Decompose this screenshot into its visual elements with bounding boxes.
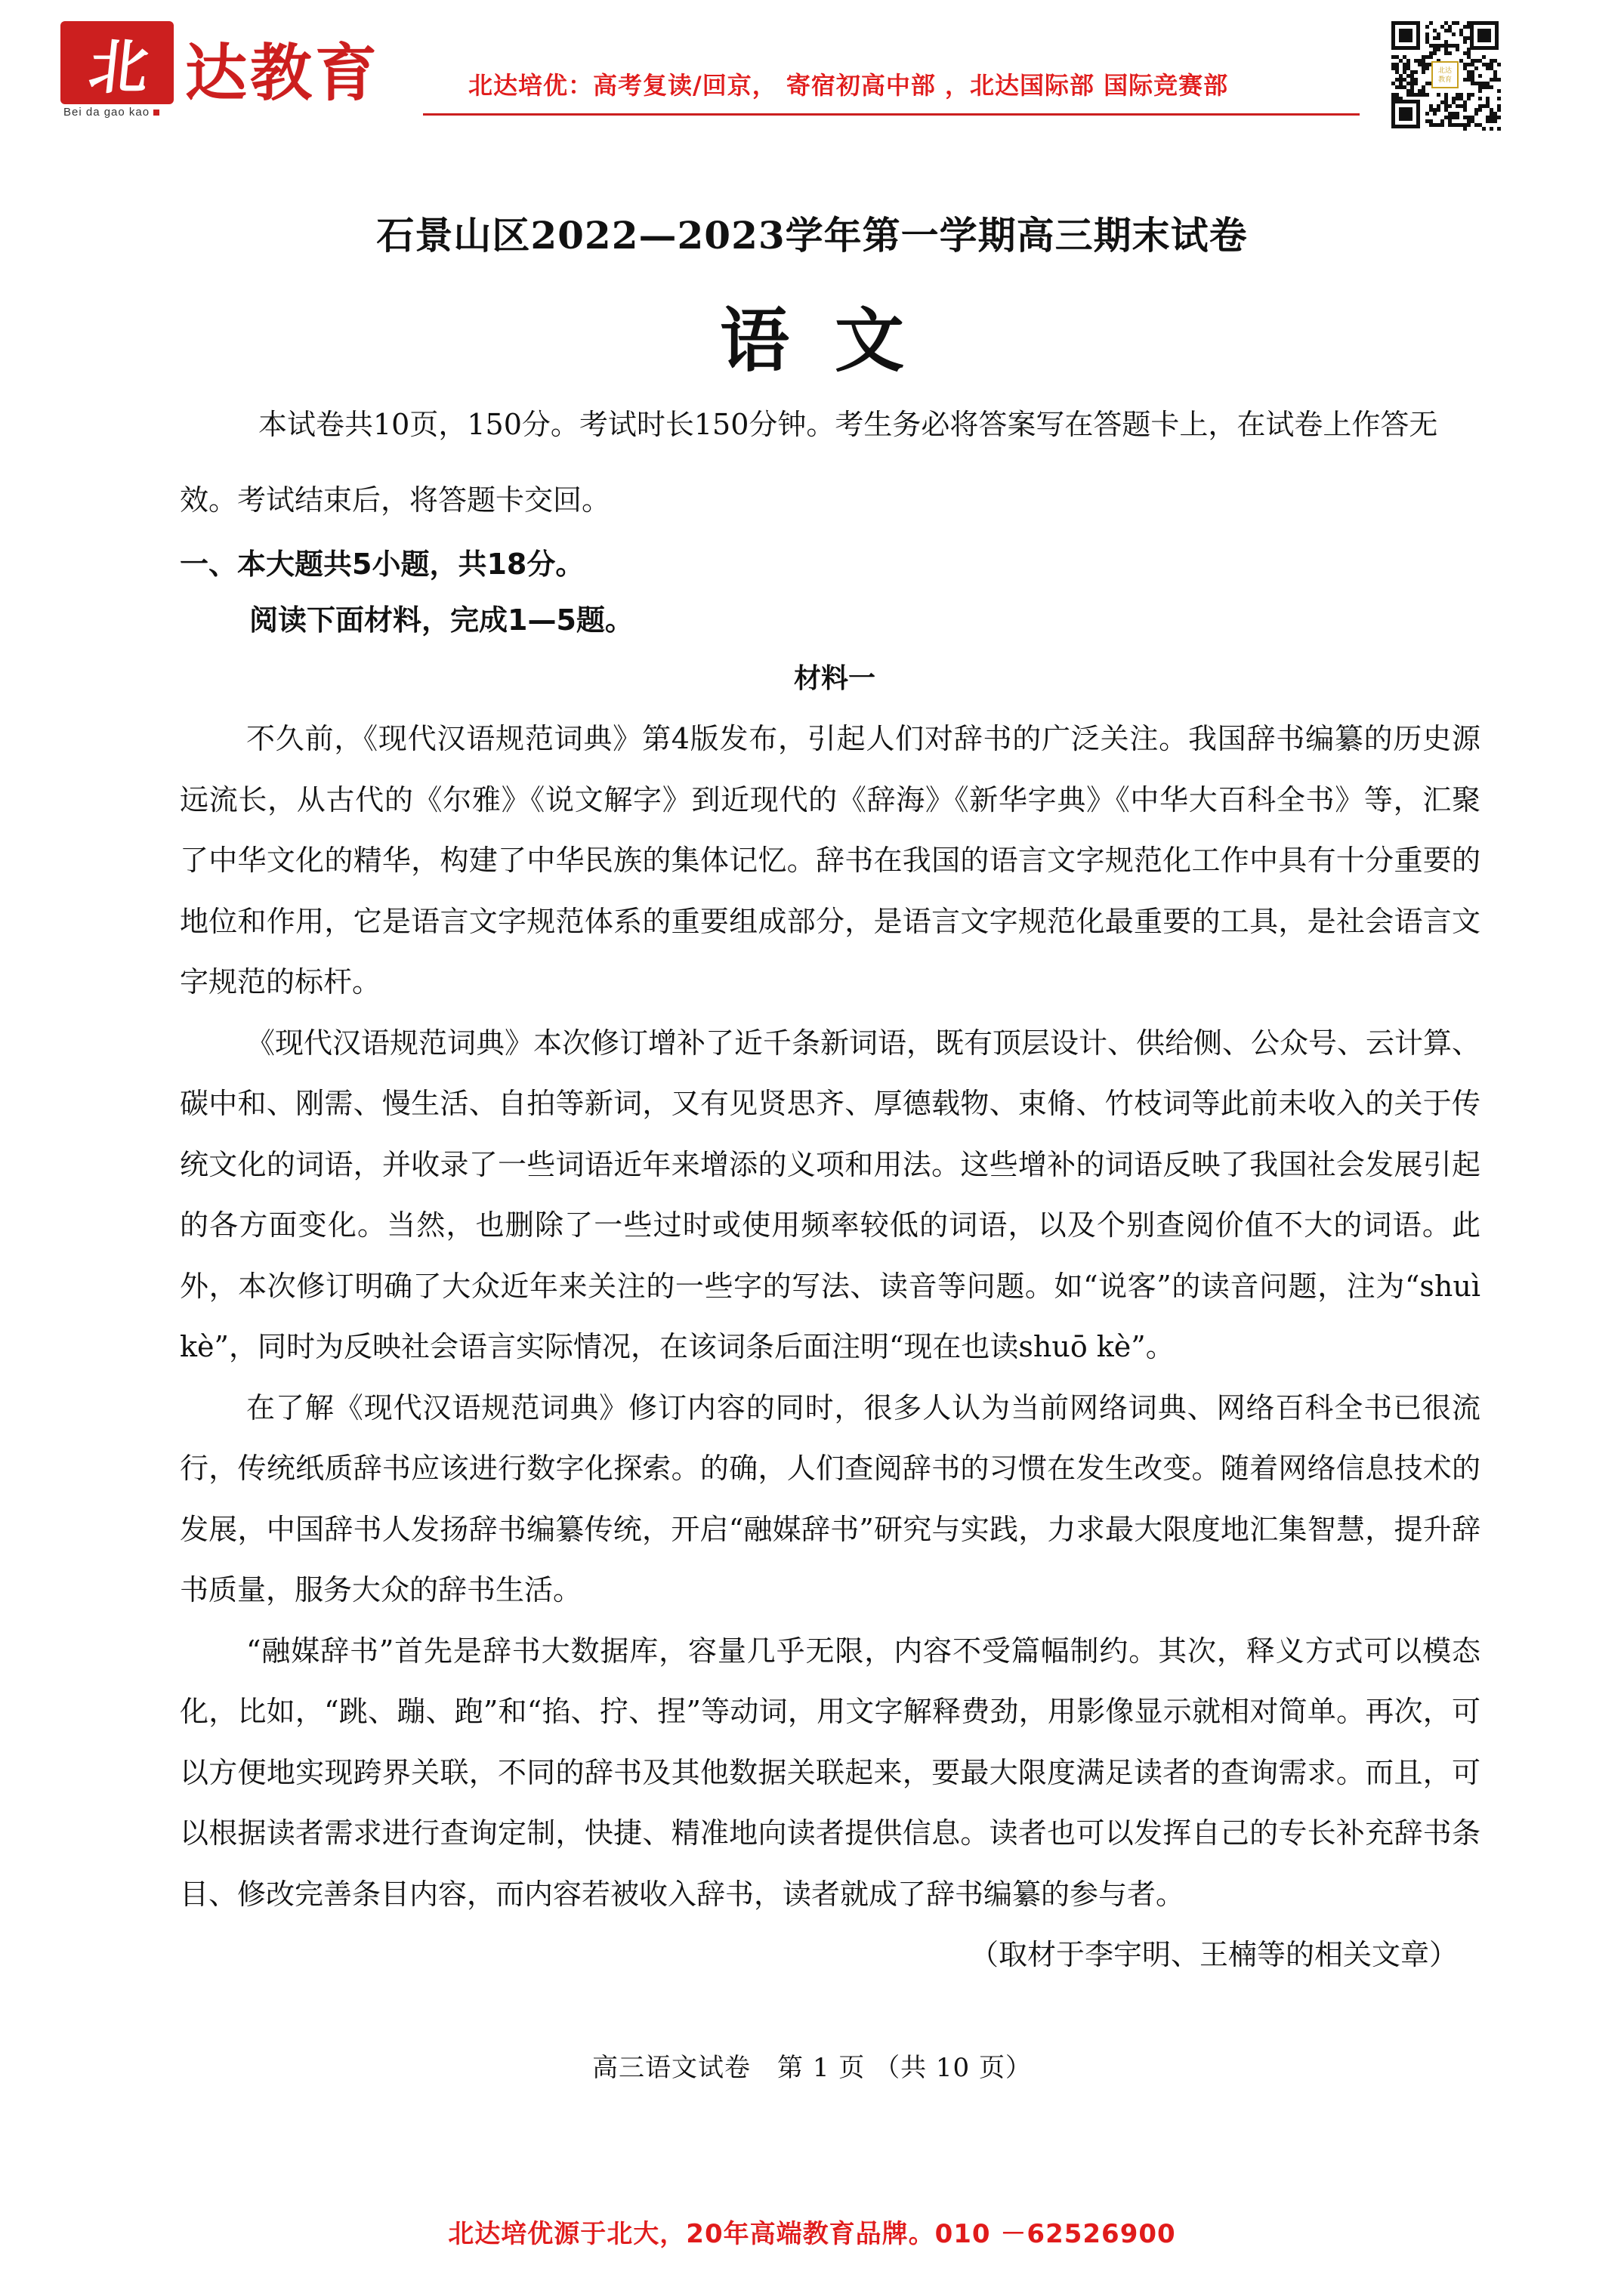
qr-module	[1471, 119, 1474, 123]
qr-module	[1497, 78, 1501, 82]
qr-module	[1456, 112, 1459, 116]
qr-module	[1444, 100, 1448, 104]
qr-module	[1467, 55, 1471, 59]
qr-module	[1456, 116, 1459, 119]
qr-module	[1486, 116, 1490, 119]
qr-module	[1474, 112, 1478, 116]
qr-module	[1433, 123, 1437, 127]
qr-module	[1406, 66, 1410, 70]
qr-module	[1444, 93, 1448, 97]
qr-module	[1463, 104, 1467, 108]
brand-logo	[60, 21, 408, 119]
qr-module	[1425, 82, 1429, 85]
qr-module	[1490, 63, 1493, 66]
qr-module	[1448, 25, 1452, 29]
qr-module	[1471, 116, 1474, 119]
qr-module	[1467, 97, 1471, 100]
qr-finder-top-right	[1470, 21, 1499, 50]
qr-module	[1471, 93, 1474, 97]
qr-module	[1440, 100, 1444, 104]
qr-module	[1433, 44, 1437, 48]
qr-module	[1433, 112, 1437, 116]
qr-module	[1429, 51, 1433, 55]
qr-module	[1403, 78, 1406, 82]
passage	[180, 708, 1480, 1985]
qr-module	[1459, 29, 1463, 32]
qr-module	[1456, 44, 1459, 48]
qr-module	[1422, 63, 1425, 66]
qr-module	[1463, 100, 1467, 104]
brand-slogan: 北达培优：高考复读/回京， 寄宿初高中部 ，北达国际部 国际竞赛部	[468, 71, 1229, 100]
qr-module	[1425, 119, 1429, 123]
qr-module	[1406, 59, 1410, 63]
qr-module	[1418, 89, 1422, 93]
qr-module	[1459, 32, 1463, 36]
qr-module	[1403, 63, 1406, 66]
qr-module	[1440, 119, 1444, 123]
qr-module	[1422, 85, 1425, 89]
qr-module	[1463, 127, 1467, 131]
qr-module	[1433, 29, 1437, 32]
qr-module	[1429, 108, 1433, 112]
qr-module	[1395, 66, 1399, 70]
qr-module	[1471, 63, 1474, 66]
qr-module	[1399, 59, 1403, 63]
qr-module	[1448, 44, 1452, 48]
section-heading: 一、本大题共5小题，共18分。	[180, 548, 585, 581]
qr-module	[1437, 48, 1440, 51]
qr-module	[1433, 48, 1437, 51]
qr-module	[1490, 116, 1493, 119]
qr-badge-line1: 北达	[1437, 67, 1453, 75]
qr-module	[1482, 55, 1486, 59]
task-instruction: 阅读下面材料，完成1—5题。	[249, 603, 634, 637]
qr-module	[1452, 97, 1456, 100]
qr-module	[1463, 63, 1467, 66]
exam-instructions: 本试卷共10页，150分。考试时长150分钟。考生务必将答案写在答题卡上，在试卷上作答无效。考试结束后，将答题卡交回。	[180, 408, 1438, 517]
qr-module	[1493, 78, 1497, 82]
qr-module	[1478, 74, 1482, 78]
qr-module	[1425, 36, 1429, 40]
qr-module	[1437, 93, 1440, 97]
qr-module	[1444, 21, 1448, 25]
qr-module	[1486, 100, 1490, 104]
qr-module	[1448, 29, 1452, 32]
qr-module	[1497, 89, 1501, 93]
qr-module	[1456, 48, 1459, 51]
qr-module	[1425, 112, 1429, 116]
qr-module	[1490, 112, 1493, 116]
qr-module	[1459, 123, 1463, 127]
qr-module	[1410, 82, 1414, 85]
qr-module	[1391, 55, 1395, 59]
qr-module	[1395, 55, 1399, 59]
qr-module	[1403, 70, 1406, 74]
qr-module	[1440, 123, 1444, 127]
qr-module	[1497, 97, 1501, 100]
qr-module	[1403, 85, 1406, 89]
qr-module	[1478, 59, 1482, 63]
qr-module	[1444, 48, 1448, 51]
qr-module	[1448, 119, 1452, 123]
qr-module	[1456, 21, 1459, 25]
qr-module	[1467, 116, 1471, 119]
exam-title: 石景山区2022—2023学年第一学期高三期末试卷	[376, 213, 1248, 258]
qr-module	[1478, 108, 1482, 112]
qr-module	[1490, 119, 1493, 123]
qr-module	[1422, 89, 1425, 93]
qr-module	[1463, 108, 1467, 112]
qr-module	[1467, 51, 1471, 55]
qr-module	[1482, 82, 1486, 85]
qr-module	[1444, 40, 1448, 44]
qr-module	[1395, 78, 1399, 82]
qr-module	[1452, 116, 1456, 119]
qr-module	[1482, 63, 1486, 66]
brand-footer: 北达培优源于北大，20年高端教育品牌。010 －62526900	[448, 2219, 1176, 2249]
qr-module	[1463, 123, 1467, 127]
qr-module	[1429, 21, 1433, 25]
qr-module	[1452, 100, 1456, 104]
qr-module	[1463, 25, 1467, 29]
qr-module	[1448, 116, 1452, 119]
qr-module	[1429, 44, 1433, 48]
qr-module	[1493, 116, 1497, 119]
qr-module	[1406, 93, 1410, 97]
qr-module	[1437, 108, 1440, 112]
qr-module	[1452, 123, 1456, 127]
qr-module	[1467, 123, 1471, 127]
qr-finder-bottom-left	[1391, 100, 1420, 128]
qr-module	[1478, 82, 1482, 85]
qr-module	[1463, 66, 1467, 70]
material-title: 材料一	[793, 663, 875, 694]
qr-module	[1467, 70, 1471, 74]
qr-module	[1471, 74, 1474, 78]
qr-module	[1422, 93, 1425, 97]
qr-module	[1410, 70, 1414, 74]
qr-module	[1425, 63, 1429, 66]
qr-module	[1486, 63, 1490, 66]
qr-module	[1490, 85, 1493, 89]
qr-module	[1444, 51, 1448, 55]
qr-module	[1391, 93, 1395, 97]
qr-module	[1463, 78, 1467, 82]
qr-module	[1490, 108, 1493, 112]
qr-module	[1490, 127, 1493, 131]
qr-module	[1493, 59, 1497, 63]
qr-module	[1490, 78, 1493, 82]
qr-module	[1478, 89, 1482, 93]
qr-module	[1395, 70, 1399, 74]
passage-paragraph: 《现代汉语规范词典》本次修订增补了近千条新词语，既有顶层设计、供给侧、公众号、云计算、碳中和、刚需、慢生活、自拍等新词，又有见贤思齐、厚德载物、束脩、竹枝词等此前未收入的关于传统文化的词语，并收录了一些词语近年来增添的义项和用法。这些增补的词语反映了我国社会发展引起的各方面变化。当然，也删除了一些过时或使用频率较低的词语，以及个别查阅价值不大的词语。此外，本次修订明确了大众近年来关注的一些字的写法、读音等问题。如“说客”的读音问题，注为“shuì kè”，同时为反映社会语言实际情况，在该词条后面注明“现在也读shuō kè”。	[180, 1026, 1481, 1363]
qr-module	[1399, 85, 1403, 89]
qr-module	[1422, 59, 1425, 63]
qr-module	[1444, 116, 1448, 119]
qr-module	[1448, 51, 1452, 55]
qr-module	[1478, 123, 1482, 127]
header-divider	[423, 113, 1360, 116]
qr-module	[1444, 104, 1448, 108]
qr-module	[1444, 29, 1448, 32]
qr-module	[1433, 36, 1437, 40]
qr-module	[1391, 82, 1395, 85]
qr-module	[1440, 25, 1444, 29]
qr-module	[1467, 63, 1471, 66]
qr-module	[1448, 104, 1452, 108]
qr-module	[1478, 97, 1482, 100]
qr-module	[1418, 63, 1422, 66]
qr-module	[1482, 127, 1486, 131]
qr-finder-top-left	[1391, 21, 1420, 50]
passage-paragraph: “融媒辞书”首先是辞书大数据库，容量几乎无限，内容不受篇幅制约。其次，释义方式可以模态化，比如，“跳、蹦、跑”和“掐、拧、捏”等动词，用文字解释费劲，用影像显示就相对简单。再次，可以方便地实现跨界关联，不同的辞书及其他数据关联起来，要最大限度满足读者的查询需求。而且，可以根据读者需求进行查询定制，快捷、精准地向读者提供信息。读者也可以发挥自己的专长补充辞书条目、修改完善条目内容，而内容若被收入辞书，读者就成了辞书编纂的参与者。	[180, 1634, 1480, 1911]
qr-module	[1425, 40, 1429, 44]
qr-module	[1471, 82, 1474, 85]
qr-module	[1437, 44, 1440, 48]
qr-module	[1422, 66, 1425, 70]
qr-module	[1429, 55, 1433, 59]
qr-module	[1497, 63, 1501, 66]
qr-module	[1474, 123, 1478, 127]
qr-module	[1410, 89, 1414, 93]
qr-module	[1471, 59, 1474, 63]
qr-module	[1433, 108, 1437, 112]
qr-module	[1452, 44, 1456, 48]
qr-module	[1403, 66, 1406, 70]
brand-pinyin-text: Bei da gao kao	[63, 106, 150, 119]
subject-title: 语文	[719, 300, 949, 381]
passage-paragraph: 不久前，《现代汉语规范词典》第4版发布，引起人们对辞书的广泛关注。我国辞书编纂的历史源远流长，从古代的《尔雅》《说文解字》到近现代的《辞海》《新华字典》《中华大百科全书》等，汇聚了中华文化的精华，构建了中华民族的集体记忆。辞书在我国的语言文字规范化工作中具有十分重要的地位和作用，它是语言文字规范体系的重要组成部分，是语言文字规范化最重要的工具，是社会语言文字规范的标杆。	[180, 722, 1480, 998]
qr-module	[1395, 93, 1399, 97]
qr-module	[1456, 93, 1459, 97]
qr-module	[1414, 70, 1418, 74]
qr-module	[1452, 32, 1456, 36]
qr-module	[1437, 104, 1440, 108]
qr-module	[1406, 63, 1410, 66]
qr-module	[1497, 116, 1501, 119]
qr-module	[1486, 82, 1490, 85]
qr-module	[1448, 123, 1452, 127]
qr-module	[1406, 82, 1410, 85]
qr-module	[1497, 108, 1501, 112]
qr-module	[1391, 63, 1395, 66]
qr-module	[1414, 93, 1418, 97]
qr-module	[1467, 119, 1471, 123]
qr-module	[1467, 78, 1471, 82]
qr-module	[1410, 78, 1414, 82]
qr-module	[1486, 66, 1490, 70]
qr-module	[1456, 104, 1459, 108]
qr-module	[1459, 59, 1463, 63]
qr-module	[1486, 97, 1490, 100]
qr-module	[1456, 123, 1459, 127]
qr-module	[1467, 93, 1471, 97]
qr-module	[1452, 112, 1456, 116]
qr-module	[1422, 70, 1425, 74]
qr-module	[1429, 123, 1433, 127]
qr-module	[1497, 127, 1501, 131]
qr-code-icon	[1388, 18, 1502, 131]
qr-module	[1422, 55, 1425, 59]
qr-module	[1444, 108, 1448, 112]
qr-module	[1410, 93, 1414, 97]
qr-module	[1410, 74, 1414, 78]
pinyin-square-icon	[153, 110, 159, 116]
qr-module	[1478, 104, 1482, 108]
qr-module	[1418, 93, 1422, 97]
qr-module	[1437, 36, 1440, 40]
qr-module	[1425, 55, 1429, 59]
qr-module	[1490, 66, 1493, 70]
qr-module	[1395, 85, 1399, 89]
qr-module	[1478, 85, 1482, 89]
qr-module	[1414, 59, 1418, 63]
qr-module	[1425, 32, 1429, 36]
qr-module	[1429, 104, 1433, 108]
qr-module	[1459, 93, 1463, 97]
qr-module	[1497, 104, 1501, 108]
qr-module	[1474, 82, 1478, 85]
qr-module	[1490, 59, 1493, 63]
qr-module	[1463, 116, 1467, 119]
qr-module	[1444, 97, 1448, 100]
qr-module	[1493, 70, 1497, 74]
qr-module	[1440, 44, 1444, 48]
qr-module	[1395, 63, 1399, 66]
qr-module	[1452, 21, 1456, 25]
qr-module	[1414, 78, 1418, 82]
qr-module	[1399, 82, 1403, 85]
qr-module	[1474, 66, 1478, 70]
qr-module	[1425, 93, 1429, 97]
qr-module	[1406, 74, 1410, 78]
qr-module	[1437, 123, 1440, 127]
qr-module	[1414, 82, 1418, 85]
qr-module	[1406, 89, 1410, 93]
brand-pinyin	[63, 106, 159, 119]
qr-module	[1399, 78, 1403, 82]
qr-code-graphic	[1388, 18, 1502, 131]
qr-module	[1433, 51, 1437, 55]
qr-module	[1410, 85, 1414, 89]
qr-module	[1391, 66, 1395, 70]
qr-center-badge	[1432, 62, 1458, 88]
qr-module	[1482, 85, 1486, 89]
qr-module	[1471, 70, 1474, 74]
qr-module	[1482, 104, 1486, 108]
qr-badge-line2: 教育	[1437, 76, 1453, 84]
qr-module	[1474, 108, 1478, 112]
qr-module	[1403, 55, 1406, 59]
qr-module	[1493, 74, 1497, 78]
qr-module	[1486, 85, 1490, 89]
qr-module	[1467, 74, 1471, 78]
qr-module	[1471, 78, 1474, 82]
qr-module	[1474, 59, 1478, 63]
qr-module	[1463, 36, 1467, 40]
qr-module	[1418, 59, 1422, 63]
passage-source: （取材于李宇明、王楠等的相关文章）	[969, 1938, 1458, 1971]
page-number: 高三语文试卷 第 1 页 （共 10 页）	[592, 2053, 1032, 2083]
qr-module	[1448, 112, 1452, 116]
qr-module	[1425, 25, 1429, 29]
qr-module	[1456, 97, 1459, 100]
passage-paragraph: 在了解《现代汉语规范词典》修订内容的同时，很多人认为当前网络词典、网络百科全书已很流行，传统纸质辞书应该进行数字化探索。的确，人们查阅辞书的习惯在发生改变。随着网络信息技术的发展，中国辞书人发扬辞书编纂传统，开启“融媒辞书”研究与实践，力求最大限度地汇集智慧，提升辞书质量，服务大众的辞书生活。	[180, 1390, 1480, 1606]
brand-name: 达教育	[185, 37, 381, 110]
qr-module	[1493, 119, 1497, 123]
logo-mark	[60, 21, 174, 104]
qr-module	[1493, 112, 1497, 116]
qr-module	[1486, 119, 1490, 123]
qr-module	[1399, 74, 1403, 78]
qr-module	[1459, 104, 1463, 108]
qr-module	[1486, 104, 1490, 108]
qr-module	[1444, 44, 1448, 48]
qr-module	[1429, 119, 1433, 123]
qr-module	[1437, 32, 1440, 36]
qr-module	[1463, 51, 1467, 55]
qr-module	[1425, 66, 1429, 70]
qr-module	[1463, 40, 1467, 44]
qr-module	[1459, 97, 1463, 100]
logo-char: 北	[85, 34, 147, 102]
